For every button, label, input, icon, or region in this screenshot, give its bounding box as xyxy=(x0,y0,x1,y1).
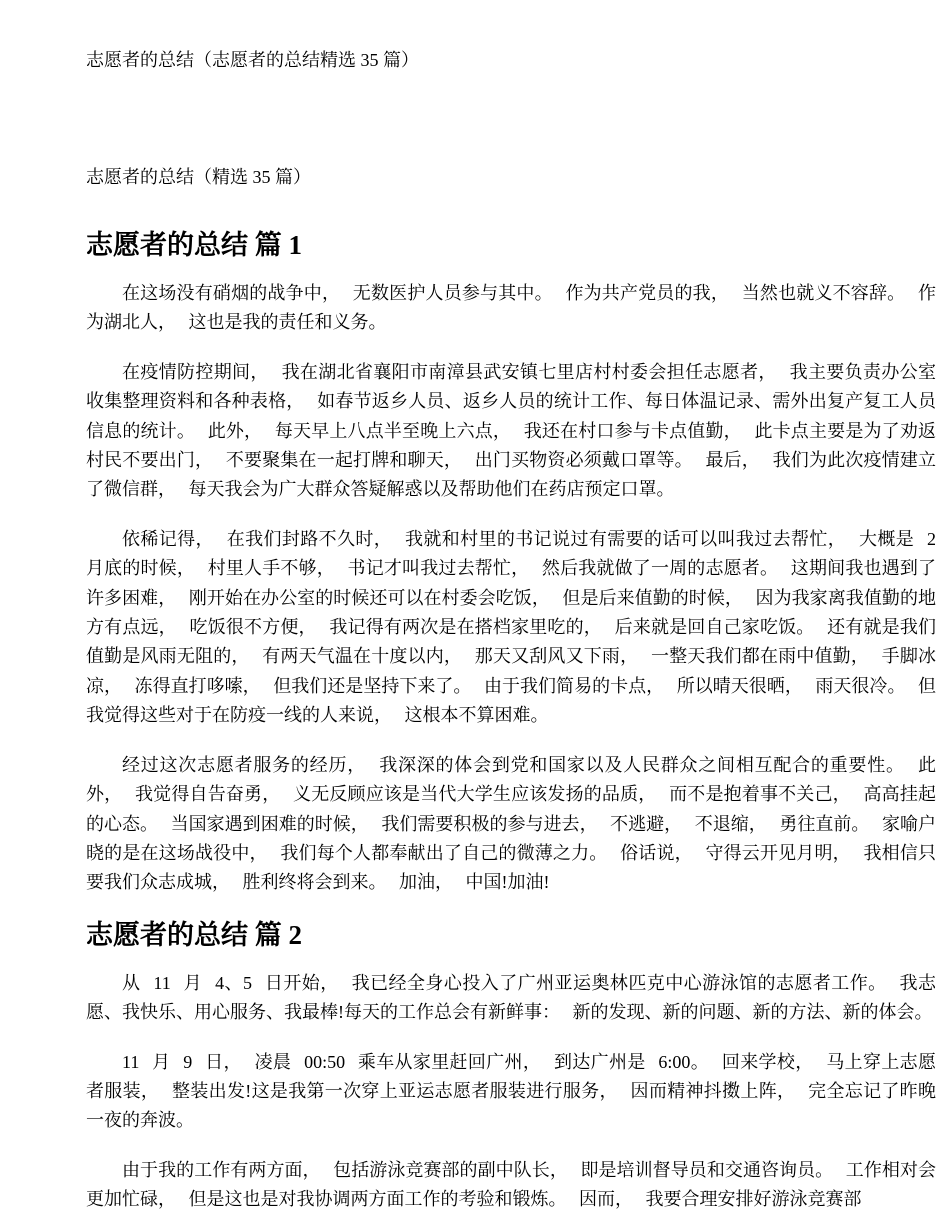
section-2-heading: 志愿者的总结 篇 2 xyxy=(86,919,302,950)
paragraph: 由于我的工作有两方面， 包括游泳竞赛部的副中队长， 即是培训督导员和交通咨询员。 工作相对会更加忙碌， 但是这也是对我协调两方面工作的考验和锻炼。 因而， 我要合理安排好游泳竞赛部 xyxy=(86,1159,936,1210)
section-1 xyxy=(86,228,936,898)
paragraph: 11 月 9 日， 凌晨 00:50 乘车从家里赶回广州， 到达广州是 6:00。 回来学校， 马上穿上志愿者服装， 整装出发!这是我第一次穿上亚运志愿者服装进行服务， 因而精神抖擞上阵， 完全忘记了昨晚一夜的奔波。 xyxy=(86,1051,936,1131)
paragraph: 经过这次志愿者服务的经历， 我深深的体会到党和国家以及人民群众之间相互配合的重要性。 此外， 我觉得自告奋勇， 义无反顾应该是当代大学生应该发扬的品质， 而不是抱着事不关己， 高高挂起的心态。 当国家遇到困难的时候， 我们需要积极的参与进去， 不逃避， 不退缩， 勇往直前。 家喻户晓的是在这场战役中， 我们每个人都奉献出了自己的微薄之力。 俗话说， 守得云开见月明， 我相信只要我们众志成城， 胜利终将会到来。 加油， 中国!加油! xyxy=(86,754,936,893)
document-subtitle: 志愿者的总结（精选 35 篇） xyxy=(86,167,311,187)
paragraph: 依稀记得， 在我们封路不久时， 我就和村里的书记说过有需要的话可以叫我过去帮忙， 大概是 2 月底的时候， 村里人手不够， 书记才叫我过去帮忙， 然后我就做了一周的志愿者。 这期间我也遇到了许多困难， 刚开始在办公室的时候还可以在村委会吃饭， 但是后来值勤的时候， 因为我家离我值勤的地方有点远， 吃饭很不方便， 我记得有两次是在搭档家里吃的， 后来就是回自己家吃饭。 还有就是我们值勤是风雨无阻的， 有两天气温在十度以内， 那天又刮风又下雨， 一整天我们都在雨中值勤， 手脚冰凉， 冻得直打哆嗦， 但我们还是坚持下来了。 由于我们简易的卡点， 所以晴天很晒， 雨天很冷。 但我觉得这些对于在防疫一线的人来说， 这根本不算困难。 xyxy=(86,528,936,726)
paragraph: 在疫情防控期间， 我在湖北省襄阳市南漳县武安镇七里店村村委会担任志愿者， 我主要负责办公室收集整理资料和各种表格， 如春节返乡人员、返乡人员的统计工作、每日体温记录、需外出复产复工人员信息的统计。 此外， 每天早上八点半至晚上六点， 我还在村口参与卡点值勤， 此卡点主要是为了劝返村民不要出门， 不要聚集在一起打牌和聊天， 出门买物资必须戴口罩等。 最后， 我们为此次疫情建立了微信群， 每天我会为广大群众答疑解惑以及帮助他们在药店预定口罩。 xyxy=(86,361,936,500)
paragraph: 在这场没有硝烟的战争中， 无数医护人员参与其中。 作为共产党员的我， 当然也就义不容辞。 作为湖北人， 这也是我的责任和义务。 xyxy=(86,283,936,333)
section-1-heading: 志愿者的总结 篇 1 xyxy=(86,230,302,260)
paragraph: 从 11 月 4、5 日开始， 我已经全身心投入了广州亚运奥林匹克中心游泳馆的志愿者工作。 我志愿、我快乐、用心服务、我最棒!每天的工作总会有新鲜事： 新的发现、新的问题、新的方法、新的体会。 xyxy=(86,972,936,1023)
section-2 xyxy=(86,918,936,1215)
document-title: 志愿者的总结（志愿者的总结精选 35 篇） xyxy=(86,50,419,70)
